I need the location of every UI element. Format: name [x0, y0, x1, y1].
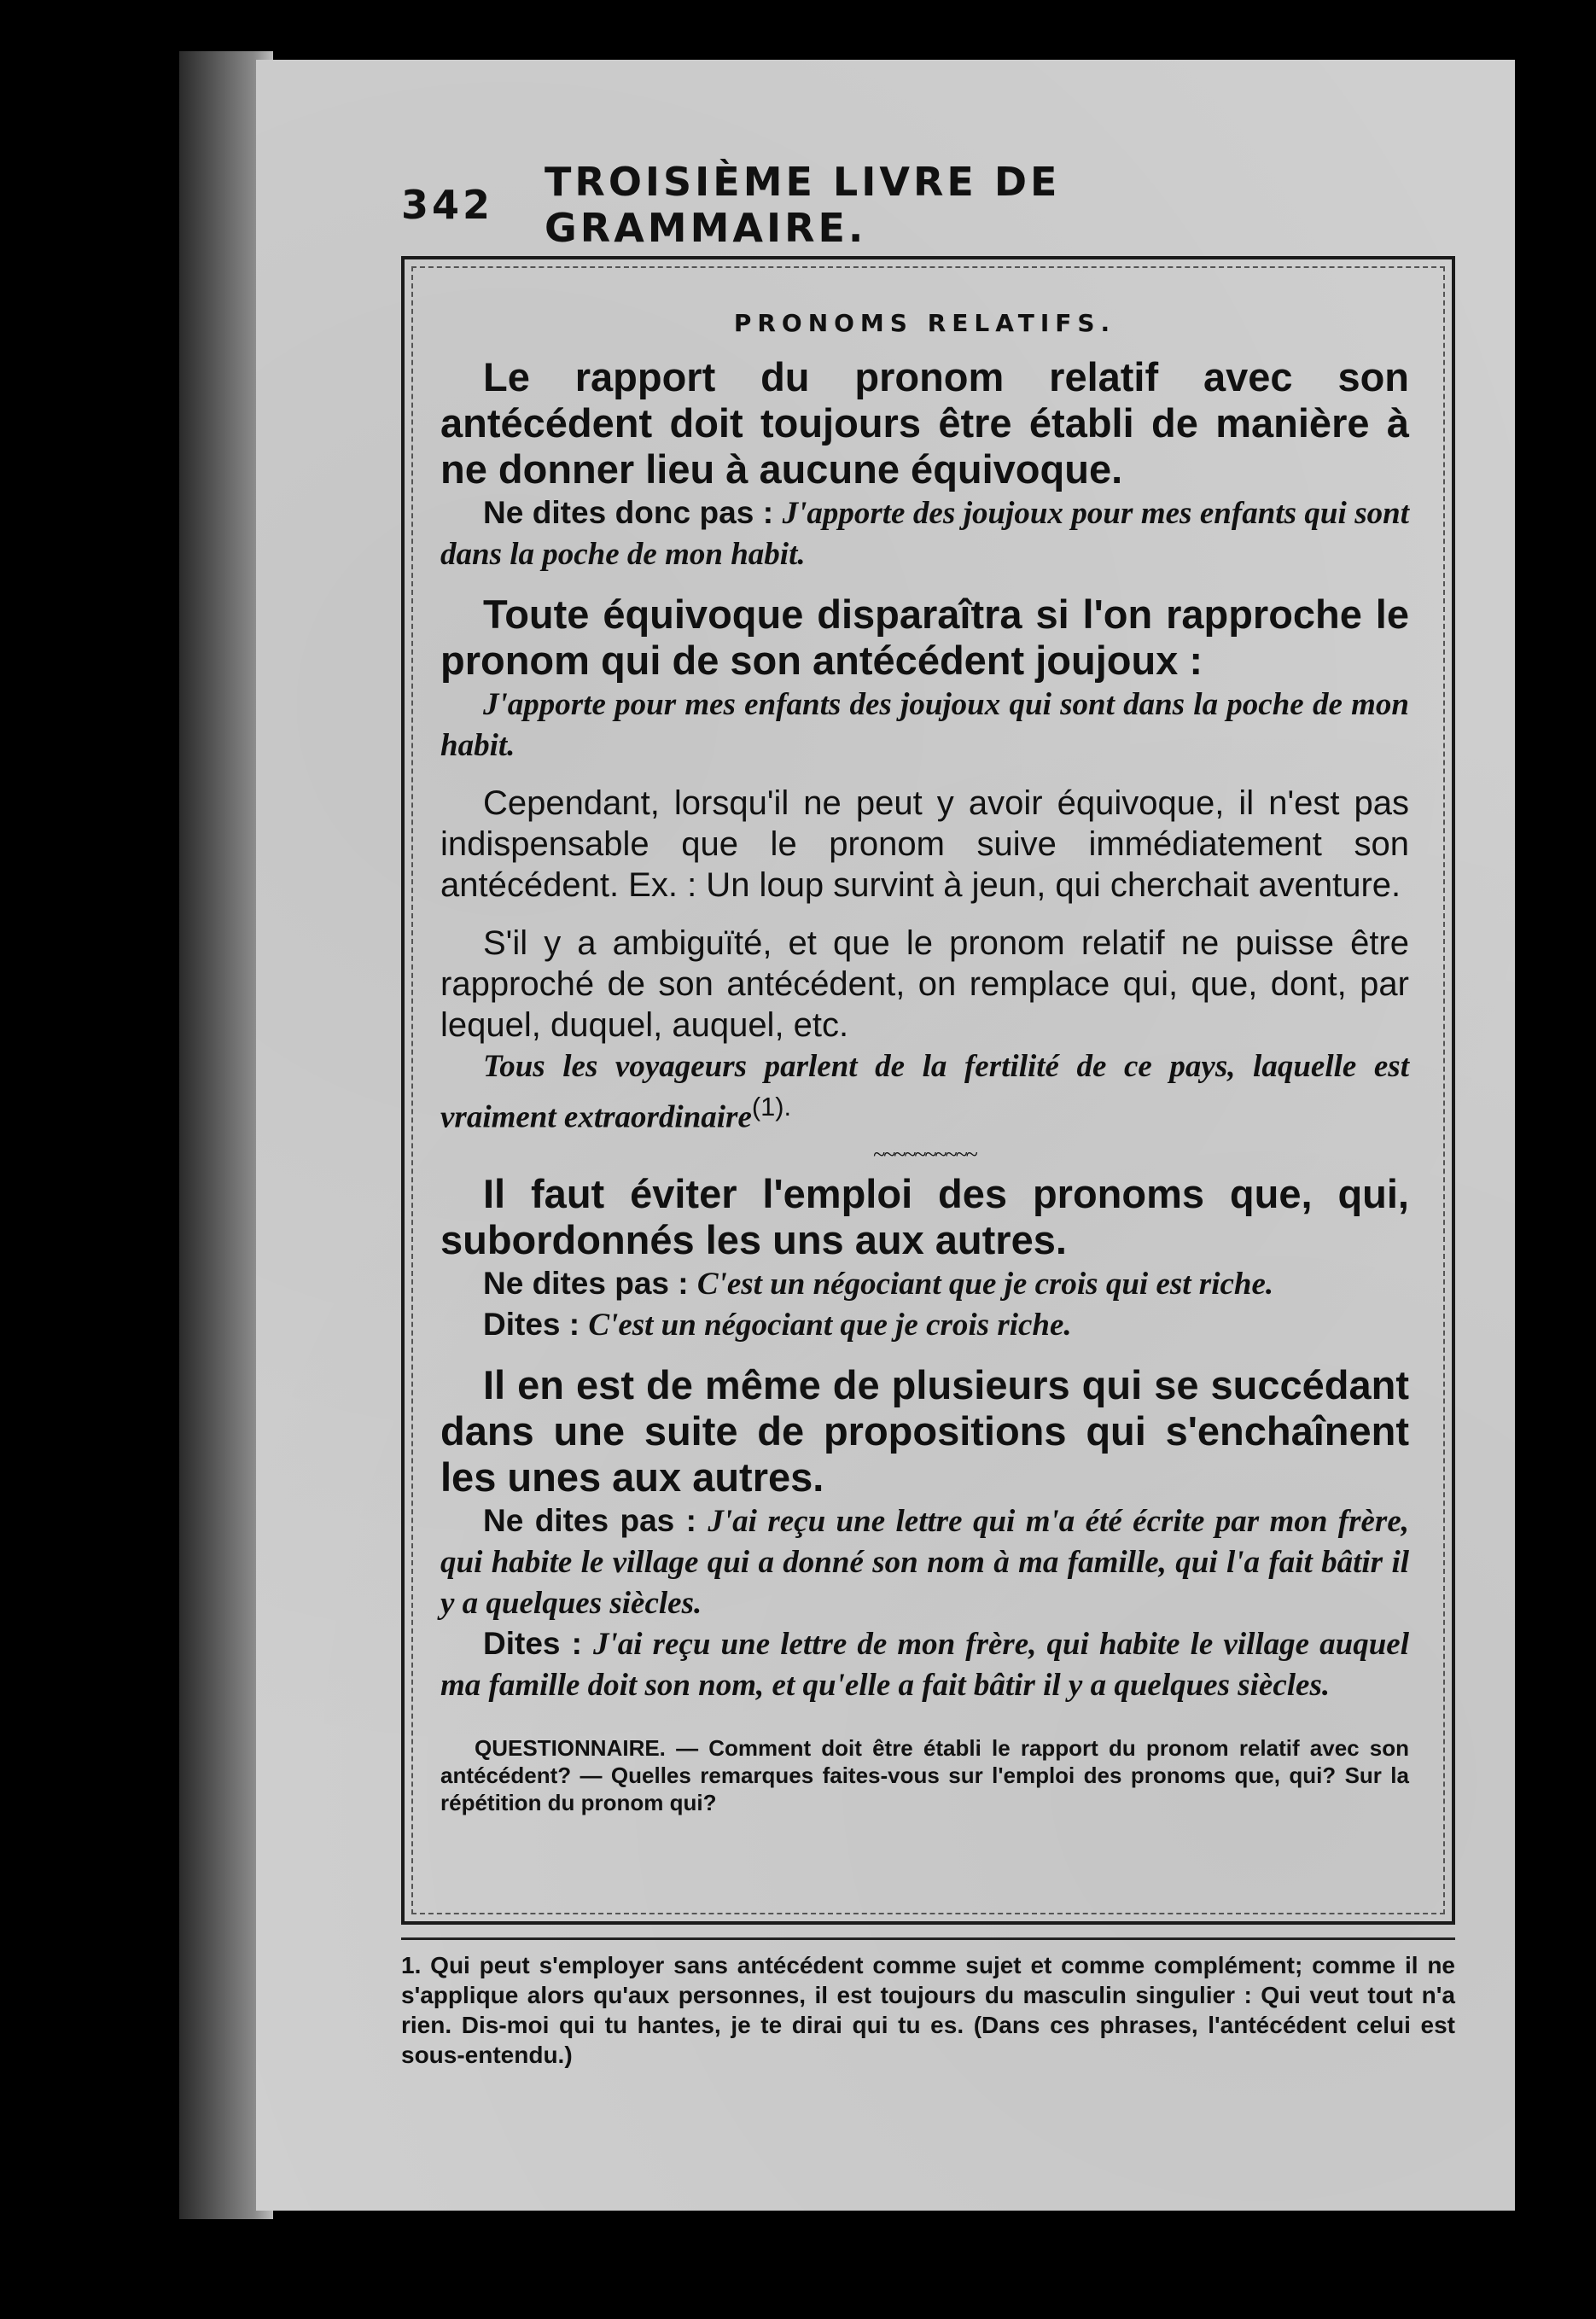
- footnote-ref: (1).: [751, 1092, 792, 1122]
- rule-paragraph-1: Le rapport du pronom relatif avec son antécédent doit toujours être établi de manière à ne donner lieu à aucune équivoque.: [440, 354, 1409, 492]
- example-5a: [440, 1263, 1409, 1304]
- rule-paragraph-5: Il faut éviter l'emploi des pronoms que, qui, subordonnés les uns aux autres.: [440, 1171, 1409, 1263]
- rule-paragraph-6: Il en est de même de plusieurs qui se succédant dans une suite de propositions qui s'enchaînent les unes aux autres.: [440, 1362, 1409, 1500]
- example-6a: [440, 1500, 1409, 1623]
- example-2-text: J'apporte pour mes enfants des joujoux qui sont dans la poche de mon habit.: [440, 687, 1409, 763]
- example-4: [440, 1046, 1409, 1137]
- section-title: PRONOMS RELATIFS.: [733, 309, 1116, 337]
- ornamental-divider: ~~~~~~~~~~: [873, 1142, 976, 1168]
- example-5b-lead: Dites :: [483, 1307, 589, 1343]
- questionnaire: QUESTIONNAIRE. — Comment doit être établi le rapport du pronom relatif avec son antécédent? — Quelles remarques faites-vous sur l'emploi des pronoms que, qui? Sur la répétition du pronom qui?: [440, 1735, 1409, 1816]
- example-6b-text: J'ai reçu une lettre de mon frère, qui habite le village auquel ma famille doit son nom, et qu'elle a fait bâtir il y a quelques siècles.: [440, 1627, 1410, 1704]
- example-5b: [440, 1304, 1409, 1345]
- example-1: [440, 492, 1409, 574]
- example-6b-lead: Dites :: [483, 1626, 594, 1662]
- example-5b-text: C'est un négociant que je crois riche.: [588, 1308, 1072, 1343]
- example-2: [440, 684, 1409, 766]
- running-title: TROISIÈME LIVRE DE GRAMMAIRE.: [545, 159, 1061, 251]
- rules-box: [401, 256, 1455, 1925]
- running-head: [401, 159, 1383, 251]
- example-6a-lead: Ne dites pas :: [483, 1503, 708, 1539]
- rule-paragraph-3: Cependant, lorsqu'il ne peut y avoir équivoque, il n'est pas indispensable que le pronom suive immédiatement son antécédent. Ex. : Un loup survint à jeun, qui cherchait aventure.: [440, 784, 1409, 904]
- page-number: 342: [401, 182, 494, 228]
- example-1-text: J'apporte des joujoux pour mes enfants qui sont dans la poche de mon habit.: [440, 496, 1409, 572]
- example-5a-lead: Ne dites pas :: [483, 1266, 697, 1302]
- example-6b: [440, 1623, 1409, 1705]
- example-1-lead: Ne dites donc pas :: [483, 495, 783, 530]
- rule-paragraph-4: S'il y a ambiguïté, et que le pronom relatif ne puisse être rapproché de son antécédent, on remplace qui, que, dont, par lequel, duquel, auquel, etc.: [440, 924, 1409, 1044]
- example-5a-text: C'est un négociant que je crois qui est riche.: [696, 1267, 1274, 1302]
- rule-paragraph-2: Toute équivoque disparaîtra si l'on rapproche le pronom qui de son antécédent joujoux :: [440, 591, 1409, 683]
- footnote: 1. Qui peut s'employer sans antécédent comme sujet et comme complément; comme il ne s'applique alors qu'aux personnes, il est toujours du masculin singulier : Qui veut tout n'a rien. Dis-moi qui tu hantes, je te dirai qui tu es. (Dans ces phrases, l'antécédent celui est sous-entendu.): [401, 1937, 1455, 2070]
- example-6a-text: J'ai reçu une lettre qui m'a été écrite par mon frère, qui habite le village qui a donné son nom à ma famille, qui l'a fait bâtir il y a quelques siècles.: [440, 1504, 1409, 1622]
- example-4-text: Tous les voyageurs parlent de la fertilité de ce pays, laquelle est vraiment extraordinaire: [440, 1049, 1409, 1135]
